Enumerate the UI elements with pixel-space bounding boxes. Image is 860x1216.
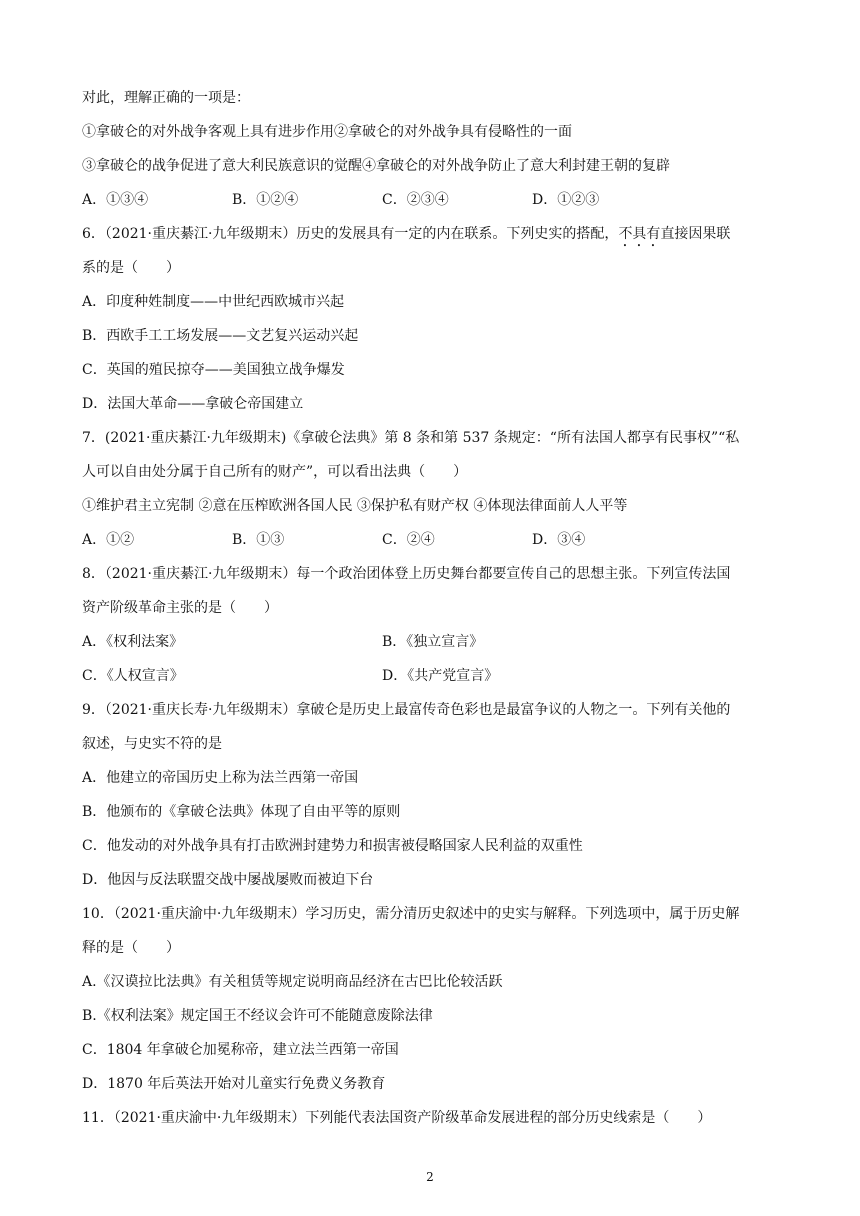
- q5-option-a: A．①③④: [82, 192, 149, 208]
- q9-option-c: C．他发动的对外战争具有打击欧洲封建势力和损害被侵略国家人民利益的双重性: [82, 838, 583, 854]
- q5-option-d: D．①②③: [532, 192, 600, 208]
- q5-option-b: B．①②④: [232, 192, 299, 208]
- q6-emphasis-text: 不具有: [618, 226, 661, 242]
- q5-option-c: C．②③④: [382, 192, 449, 208]
- q8-option-c: C．《人权宣言》: [82, 668, 184, 684]
- q6-stem-line-1: [82, 224, 730, 250]
- q10-option-d: D．1870 年后英法开始对儿童实行免费义务教育: [82, 1076, 386, 1092]
- q6-stem-post: 直接因果联: [660, 226, 731, 242]
- q6-option-a: A．印度种姓制度——中世纪西欧城市兴起: [82, 294, 345, 310]
- q6-option-d: D．法国大革命——拿破仑帝国建立: [82, 396, 304, 412]
- q7-stem-line-2: 人可以自由处分属于自己所有的财产”，可以看出法典（ ）: [82, 464, 468, 480]
- q5-stem-tail: 对此，理解正确的一项是：: [82, 90, 250, 106]
- q6-stem-pre: 6．（2021·重庆綦江·九年级期末）历史的发展具有一定的内在联系。下列史实的搭配，: [82, 226, 619, 242]
- q7-option-c: C．②④: [382, 532, 435, 548]
- q5-statement-1-2: ①拿破仑的对外战争客观上具有进步作用②拿破仑的对外战争具有侵略性的一面: [82, 124, 572, 140]
- q6-stem-line-2: 系的是（ ）: [82, 260, 180, 276]
- page-number: 2: [426, 1170, 434, 1184]
- q7-option-d: D．③④: [532, 532, 586, 548]
- q10-option-c: C．1804 年拿破仑加冕称帝，建立法兰西第一帝国: [82, 1042, 399, 1058]
- q9-option-b: B．他颁布的《拿破仑法典》体现了自由平等的原则: [82, 804, 401, 820]
- q6-option-b: B．西欧手工工场发展——文艺复兴运动兴起: [82, 328, 359, 344]
- q8-option-a: A．《权利法案》: [82, 634, 184, 650]
- q8-option-d: D．《共产党宣言》: [382, 668, 499, 684]
- q10-stem-line-1: 10．（2021·重庆渝中·九年级期末）学习历史，需分清历史叙述中的史实与解释。下列选项中，属于历史解: [82, 906, 740, 922]
- q8-stem-line-2: 资产阶级革命主张的是（ ）: [82, 600, 278, 616]
- q10-stem-line-2: 释的是（ ）: [82, 940, 180, 956]
- q6-option-c: C．英国的殖民掠夺——美国独立战争爆发: [82, 362, 345, 378]
- q10-option-b: B.《权利法案》规定国王不经议会许可不能随意废除法律: [82, 1008, 433, 1024]
- q7-option-b: B．①③: [232, 532, 285, 548]
- q9-stem-line-1: 9．（2021·重庆长寿·九年级期末）拿破仑是历史上最富传奇色彩也是最富争议的人物之一。下列有关他的: [82, 702, 731, 718]
- q8-option-b: B．《独立宣言》: [382, 634, 484, 650]
- q7-option-a: A．①②: [82, 532, 135, 548]
- q11-stem-line-1: 11．（2021·重庆渝中·九年级期末）下列能代表法国资产阶级革命发展进程的部分历史线索是（ ）: [82, 1110, 712, 1126]
- q7-stem-line-1: 7．(2021·重庆綦江·九年级期末)《拿破仑法典》第 8 条和第 537 条规定：“所有法国人都享有民事权”“私: [82, 430, 740, 446]
- q5-statement-3-4: ③拿破仑的战争促进了意大利民族意识的觉醒④拿破仑的对外战争防止了意大利封建王朝的复辟: [82, 158, 670, 174]
- q7-statements: ①维护君主立宪制 ②意在压榨欧洲各国人民 ③保护私有财产权 ④体现法律面前人人平等: [82, 498, 628, 514]
- q9-option-d: D．他因与反法联盟交战中屡战屡败而被迫下台: [82, 872, 374, 888]
- q9-stem-line-2: 叙述，与史实不符的是: [82, 736, 222, 752]
- q8-stem-line-1: 8．（2021·重庆綦江·九年级期末）每一个政治团体登上历史舞台都要宣传自己的思想主张。下列宣传法国: [82, 566, 731, 582]
- q10-option-a: A.《汉谟拉比法典》有关租赁等规定说明商品经济在古巴比伦较活跃: [82, 974, 503, 990]
- q9-option-a: A．他建立的帝国历史上称为法兰西第一帝国: [82, 770, 359, 786]
